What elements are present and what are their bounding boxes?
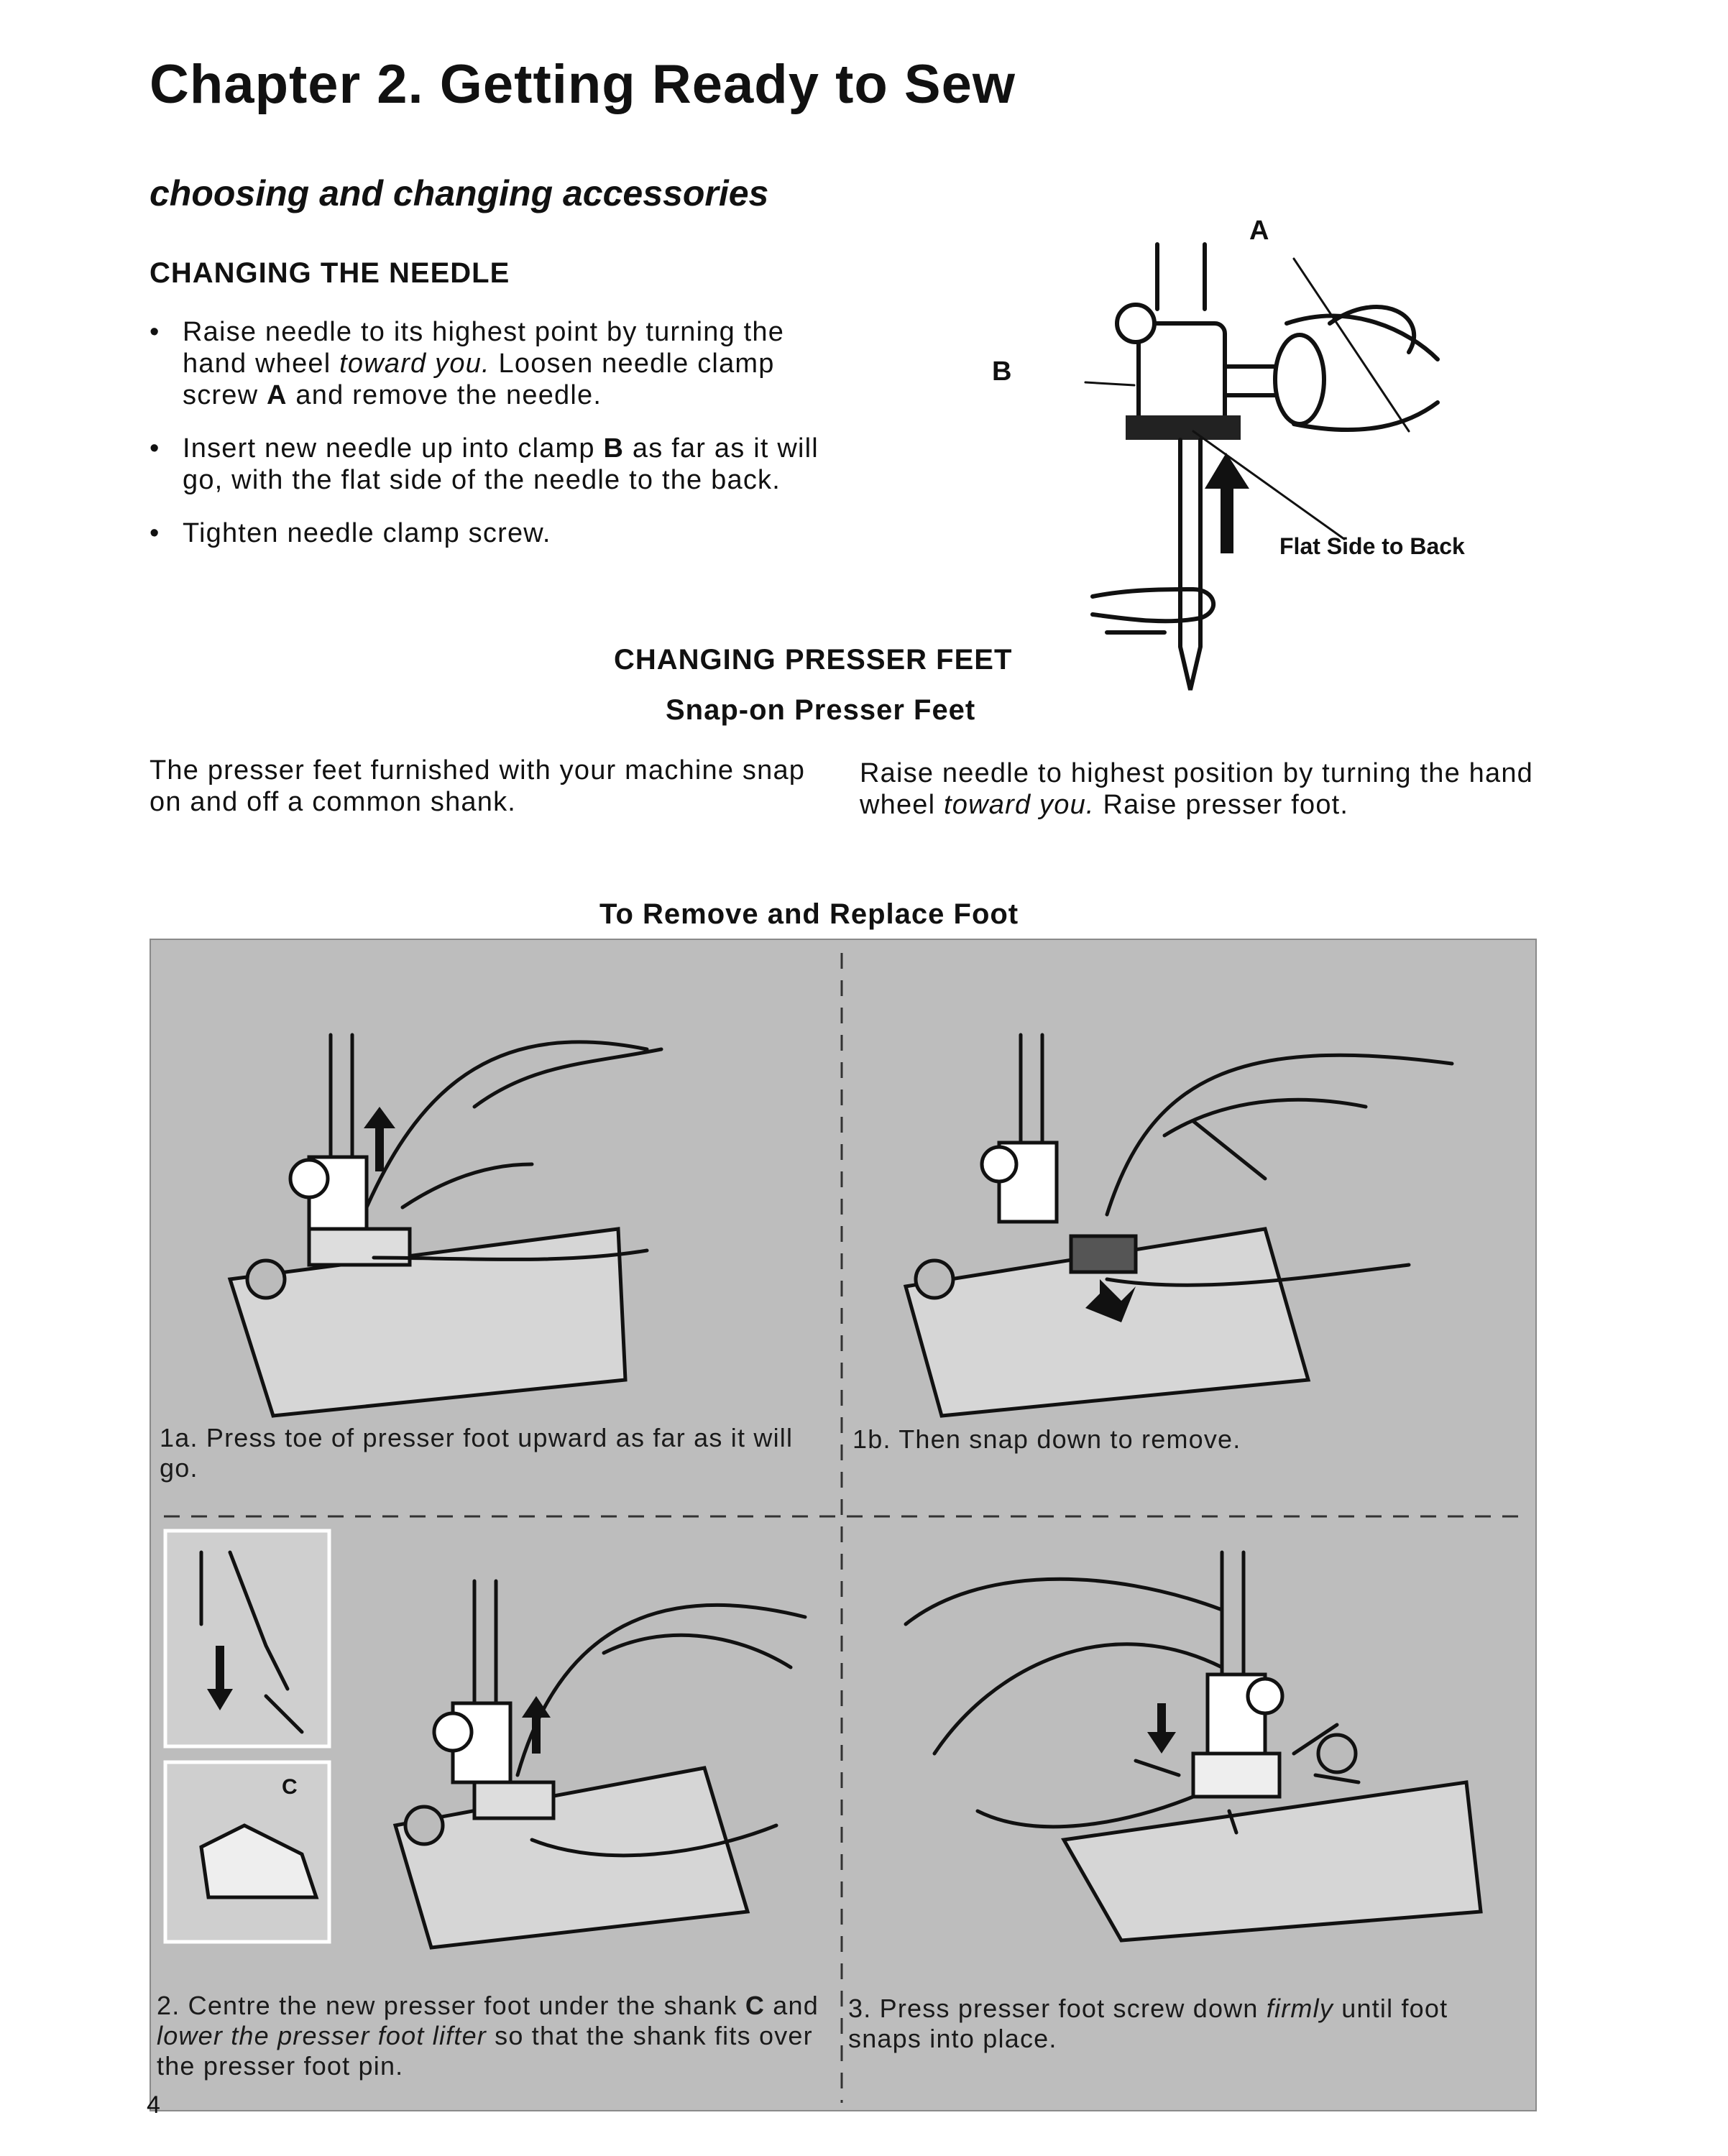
needle-clamp-illustration [978,216,1567,711]
remove-replace-heading: To Remove and Replace Foot [599,898,1019,930]
changing-needle-heading: CHANGING THE NEEDLE [150,257,510,289]
label-a: A [1249,216,1269,246]
step-3-illustration [891,1524,1524,1940]
inset-label-c: C [282,1775,298,1799]
step-2-illustration [158,1524,834,1940]
section-title: choosing and changing accessories [150,173,769,213]
changing-presser-feet-heading: CHANGING PRESSER FEET [614,644,1013,676]
needle-step-3: • Tighten needle clamp screw. [150,517,851,549]
needle-step-1: • Raise needle to its highest point by turning the hand wheel toward you. Loosen needle clamp screw A and remove the needle. [150,316,851,411]
step-1b-illustration [891,992,1524,1394]
presser-feet-raise-needle: Raise needle to highest position by turning the hand wheel toward you. Raise presser foot. [860,758,1534,820]
step-1a-illustration [187,992,819,1394]
page-number: 4 [147,2091,160,2119]
needle-step-2: • Insert new needle up into clamp B as far as it will go, with the flat side of the needle to the back. [150,433,851,496]
snap-on-subheading: Snap-on Presser Feet [666,694,976,726]
needle-instructions [150,316,851,571]
step-1a-caption: 1a. Press toe of presser foot upward as far as it will go. [160,1423,794,1483]
label-b: B [992,356,1012,387]
step-3-caption: 3. Press presser foot screw down firmly until foot snaps into place. [848,1994,1448,2053]
step-2-caption: 2. Centre the new presser foot under the shank C and lower the presser foot lifter so that the shank fits over the presser foot pin. [157,1991,819,2081]
chapter-title: Chapter 2. Getting Ready to Sew [150,54,1016,115]
flat-side-note: Flat Side to Back [1279,533,1465,559]
step-1b-caption: 1b. Then snap down to remove. [852,1424,1241,1454]
presser-feet-intro: The presser feet furnished with your machine snap on and off a common shank. [150,755,806,817]
